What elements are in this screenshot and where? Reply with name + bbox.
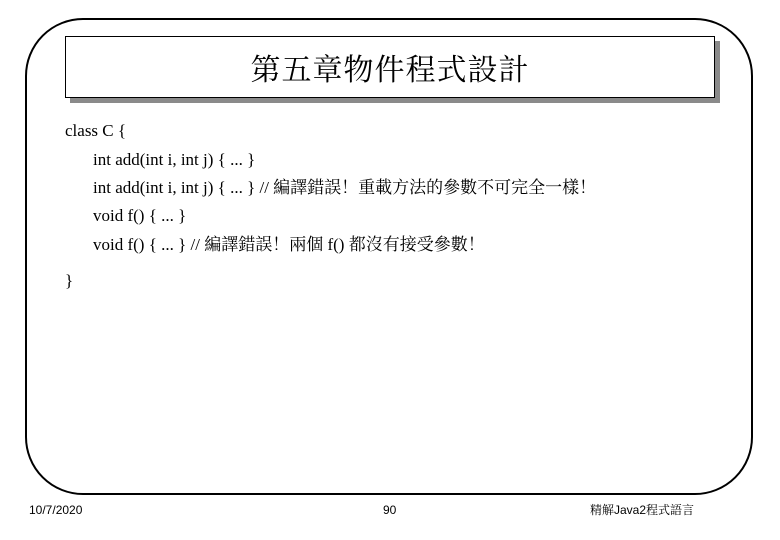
code-line-f-1: void f() { ... } [93, 206, 187, 225]
code-line-class-header: class C { [65, 121, 127, 140]
footer-page-number: 90 [383, 503, 397, 517]
title-box [65, 36, 715, 98]
code-line-close-brace: } [65, 271, 74, 290]
footer-book-title: 精解Java2程式語言 [590, 503, 695, 517]
slide-title: 第五章物件程式設計 [250, 53, 530, 88]
code-line-add-1: int add(int i, int j) { ... } [93, 150, 256, 169]
code-line-f-2: void f() { ... } // 編譯錯誤！兩個 f() 都沒有接受參數！ [93, 235, 485, 254]
code-line-add-2: int add(int i, int j) { ... } // 編譯錯誤！重載方法的參數不可完全一樣！ [93, 178, 597, 197]
footer-date: 10/7/2020 [29, 503, 83, 517]
